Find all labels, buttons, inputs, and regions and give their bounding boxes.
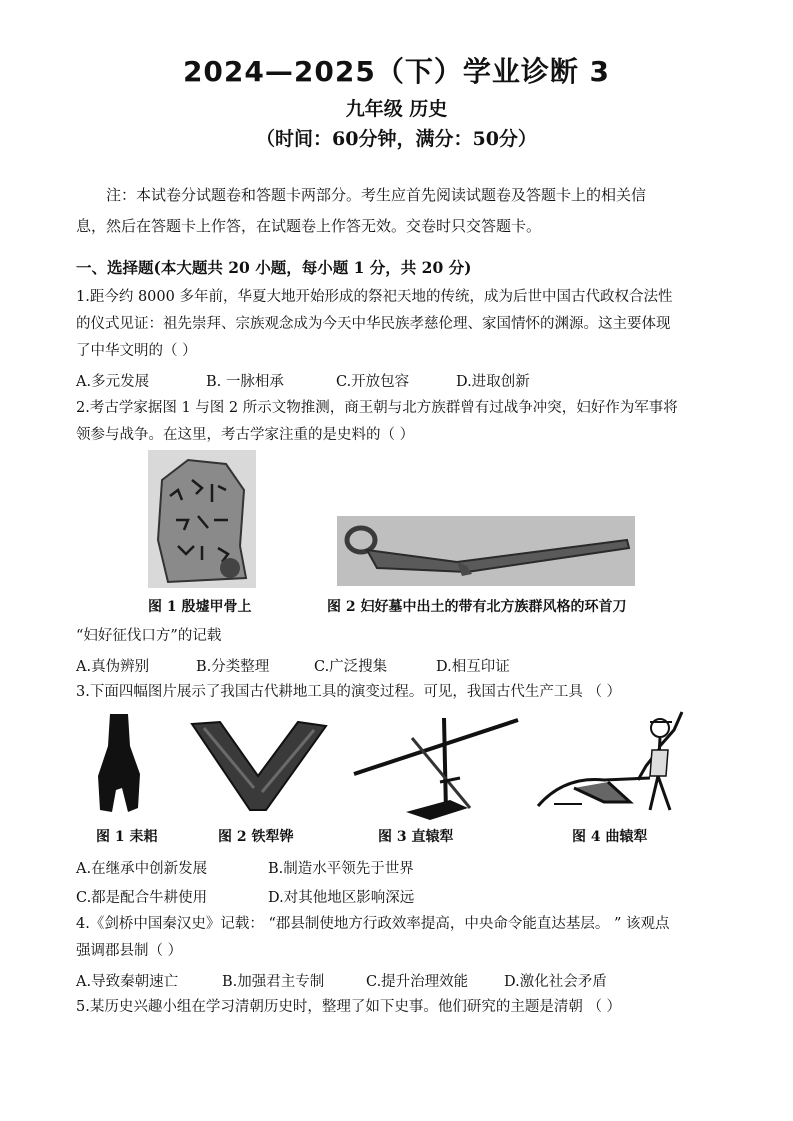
exam-title: 2024—2025（下）学业诊断 3 xyxy=(182,55,611,88)
straight-plough-image xyxy=(350,712,520,822)
notice-line-2: 息，然后在答题卡上作答，在试题卷上作答无效。交卷时只交答题卡。 xyxy=(76,217,542,235)
leisi-image xyxy=(88,712,152,816)
q1-line-1: 1.距今约 8000 多年前，华夏大地开始形成的祭祀天地的传统，成为后世中国古代政权合法性 xyxy=(76,289,673,305)
q4-option-a: A.导致秦朝速亡 xyxy=(76,974,179,990)
curved-plough-image xyxy=(534,706,694,818)
q2-option-b: B.分类整理 xyxy=(196,659,270,675)
ring-knife-image xyxy=(337,516,635,586)
q2-line-2: 领参与战争。在这里，考古学家注重的是史料的（ ） xyxy=(76,427,415,443)
notice-line-1: 注：本试卷分试题卷和答题卡两部分。考生应首先阅读试题卷及答题卡上的相关信 xyxy=(106,186,647,204)
q1-option-d: D.进取创新 xyxy=(456,374,530,390)
q3-option-a: A.在继承中创新发展 xyxy=(76,861,208,877)
q2-option-d: D.相互印证 xyxy=(436,659,510,675)
q1-line-2: 的仪式见证：祖先崇拜、宗族观念成为今天中华民族孝慈伦理、家国情怀的渊源。这主要体现 xyxy=(76,316,671,332)
q3-option-c: C.都是配合牛耕使用 xyxy=(76,890,208,906)
iron-ploughshare-image xyxy=(190,718,328,814)
q3-option-b: B.制造水平领先于世界 xyxy=(268,861,414,877)
tool-caption-1: 图 1 耒耜 xyxy=(96,829,158,845)
q1-option-b: B. 一脉相承 xyxy=(206,374,284,390)
section-heading: 一、选择题(本大题共 20 小题，每小题 1 分，共 20 分) xyxy=(76,258,472,277)
q3-line-1: 3.下面四幅图片展示了我国古代耕地工具的演变过程。可见，我国古代生产工具 （ ） xyxy=(76,684,622,700)
q2-option-c: C.广泛搜集 xyxy=(314,659,388,675)
q1-option-a: A.多元发展 xyxy=(76,374,150,390)
fig2-caption: 图 2 妇好墓中出土的带有北方族群风格的环首刀 xyxy=(327,599,627,615)
tool-caption-4: 图 4 曲辕犁 xyxy=(572,829,648,845)
q1-option-c: C.开放包容 xyxy=(336,374,410,390)
q4-line-1: 4.《剑桥中国秦汉史》记载： “郡县制使地方行政效率提高，中央命令能直达基层。 ” 该观点 xyxy=(76,916,670,932)
q1-line-3: 了中华文明的（ ） xyxy=(76,343,197,359)
notice xyxy=(76,180,720,242)
oracle-bone-image xyxy=(148,450,256,588)
q4-option-d: D.激化社会矛盾 xyxy=(504,974,607,990)
fig1-caption: 图 1 殷墟甲骨上 xyxy=(148,599,252,615)
tool-caption-2: 图 2 铁犁铧 xyxy=(218,829,294,845)
q5-line-1: 5.某历史兴趣小组在学习清朝历史时，整理了如下史事。他们研究的主题是清朝 （ ） xyxy=(76,999,622,1015)
exam-time: （时间：60分钟，满分：50分） xyxy=(256,128,537,150)
exam-subtitle: 九年级 历史 xyxy=(345,98,448,120)
q4-line-2: 强调郡县制（ ） xyxy=(76,943,183,959)
q4-option-b: B.加强君主专制 xyxy=(222,974,325,990)
q2-option-a: A.真伪辨别 xyxy=(76,659,150,675)
q3-option-d: D.对其他地区影响深远 xyxy=(268,890,415,906)
fig1-caption-continued: “妇好征伐口方”的记载 xyxy=(76,628,222,644)
q4-option-c: C.提升治理效能 xyxy=(366,974,469,990)
q2-line-1: 2.考古学家据图 1 与图 2 所示文物推测，商王朝与北方族群曾有过战争冲突，妇好作为军事将 xyxy=(76,400,678,416)
tool-caption-3: 图 3 直辕犁 xyxy=(378,829,454,845)
